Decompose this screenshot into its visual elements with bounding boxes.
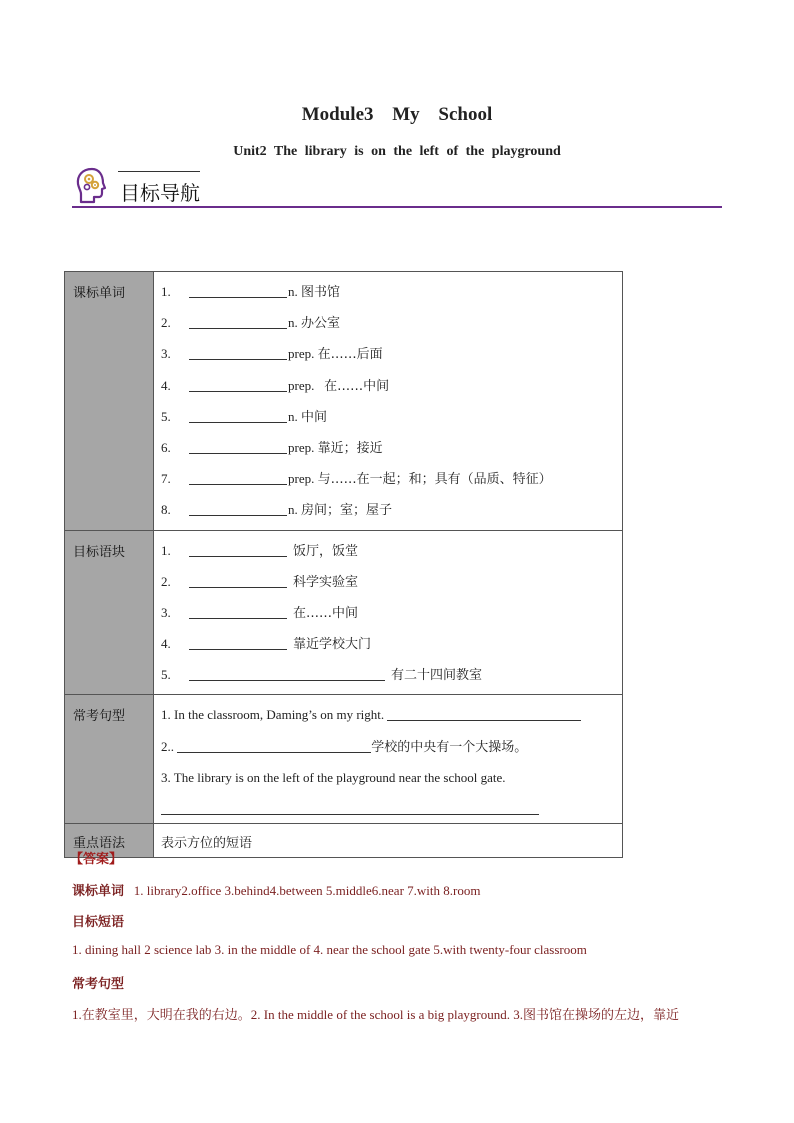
list-item: 4. 靠近学校大门 (161, 636, 372, 653)
answer-blank[interactable] (189, 283, 287, 298)
list-item: 6. prep. 靠近；接近 (161, 439, 383, 456)
answer-blank[interactable] (161, 796, 539, 815)
phrases-label: 目标语块 (65, 530, 154, 695)
header-overline (118, 171, 200, 172)
section-header (72, 166, 722, 210)
grammar-text: 表示方位的短语 (154, 824, 623, 858)
vocab-items (154, 272, 623, 531)
sentences-label: 常考句型 (65, 695, 154, 824)
answer-blank[interactable] (189, 635, 287, 650)
answer-heading: 【答案】 (70, 852, 123, 867)
list-item: 2. 科学实验室 (161, 573, 359, 590)
list-item: 1. n. 图书馆 (161, 284, 341, 300)
vocab-section (65, 272, 623, 531)
answer-blank[interactable] (189, 604, 287, 619)
list-item: 3. 在……中间 (161, 604, 359, 621)
answer-blank[interactable] (189, 573, 287, 588)
answer-blank[interactable] (387, 706, 581, 721)
answer-sentence-label: 常考句型 (72, 977, 125, 992)
page-subtitle: Unit2 The library is on the left of the playground (233, 144, 561, 159)
grammar-section (65, 824, 623, 858)
answer-phrase-text: 1. dining hall 2 science lab 3. in the middle of 4. near the school gate 5.with twenty-four classroom (72, 942, 587, 957)
head-with-gears-icon (74, 166, 110, 206)
sentences-items (154, 695, 623, 824)
grammar-label: 重点语法 (65, 824, 154, 858)
answer-blank[interactable] (189, 666, 385, 681)
answer-blank[interactable] (177, 738, 371, 753)
answer-blank[interactable] (189, 439, 287, 454)
answer-blank[interactable] (189, 345, 287, 360)
answer-blank[interactable] (189, 470, 287, 485)
answer-blank[interactable] (189, 542, 287, 557)
header-rule (72, 206, 722, 208)
answer-blank[interactable] (189, 314, 287, 329)
list-item: 4. prep. 在……中间 (161, 377, 390, 394)
answer-sentence-text: 1.在教室里，大明在我的右边。2. In the middle of the school is a big playground. 3.图书馆在操场的左边，靠近 (72, 1007, 679, 1022)
answer-vocab: 课标单词 1. library2.office 3.behind4.between 5.middle6.near 7.with 8.room (72, 883, 481, 899)
list-item: 2. n. 办公室 (161, 315, 341, 332)
list-item: 3. prep. 在……后面 (161, 346, 383, 363)
answer-blank[interactable] (189, 408, 287, 423)
list-item: 8. n. 房间；室；屋子 (161, 502, 393, 519)
answer-blank[interactable] (189, 501, 287, 516)
study-table (64, 271, 623, 858)
list-item: 5. n. 中间 (161, 408, 328, 425)
phrases-items (154, 530, 623, 695)
phrases-section (65, 530, 623, 695)
answer-phrase-label: 目标短语 (72, 915, 125, 930)
list-item: 2.. 学校的中央有一个大操场。 (161, 738, 528, 755)
section-header-label: 目标导航 (120, 181, 200, 205)
vocab-label: 课标单词 (65, 272, 154, 531)
list-item: 3. The library is on the left of the playground near the school gate. (161, 769, 506, 785)
page-title: Module3 My School (301, 104, 493, 125)
answer-blank[interactable] (189, 377, 287, 392)
list-item: 1. In the classroom, Daming’s on my right. (161, 699, 622, 730)
list-item (161, 793, 622, 819)
sentences-section (65, 695, 623, 824)
list-item: 7. prep. 与……在一起；和；具有（品质、特征） (161, 471, 552, 488)
list-item: 1. 饭厅，饭堂 (161, 542, 359, 559)
list-item: 5. 有二十四间教室 (161, 667, 483, 684)
